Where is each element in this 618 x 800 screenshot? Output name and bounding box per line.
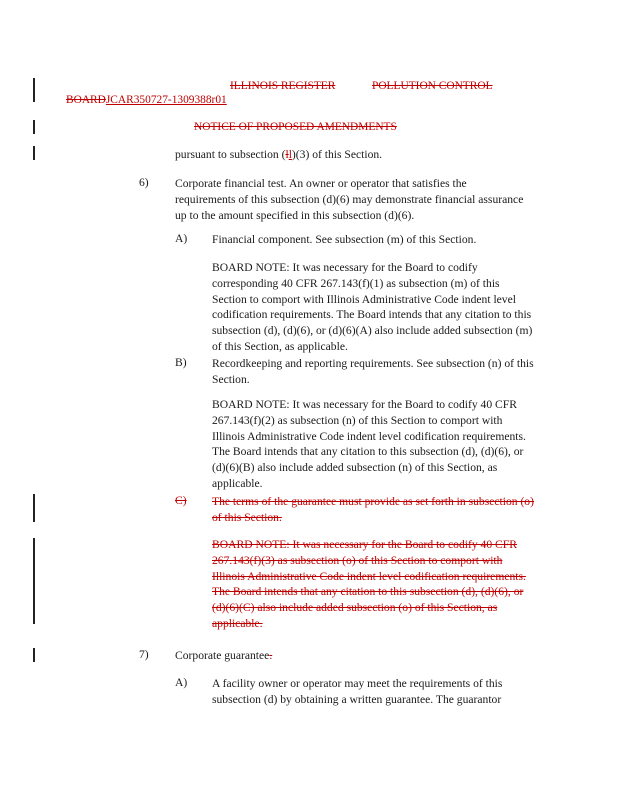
deleted-text: .: [269, 649, 273, 662]
item-text: Corporate financial test. An owner or operator that satisfies the requirements of this subsection (d)(6) may demonstrate financial assurance up to the amount specified in this subsection (d)(6).: [175, 177, 524, 222]
item-number: 6): [139, 176, 149, 189]
change-bar: [33, 146, 35, 160]
board-note-deleted: BOARD NOTE: It was necessary for the Board to codify 40 CFR 267.143(f)(3) as subsection (o) of this Section to comport with Illinois Administrative Code indent level codification requirements. The Board intends that any citation to this subsection (d), (d)(6), or (d)(6)(C) also include added subsection (o) of this Section, as applicable.: [212, 538, 526, 630]
agency-title: POLLUTION CONTROL: [372, 80, 493, 92]
subitem-label-deleted: C): [175, 494, 187, 507]
change-bar: [33, 120, 35, 134]
subitem-text: Recordkeeping and reporting requirements. See subsection (n) of this Section.: [212, 357, 534, 386]
change-bar: [33, 538, 35, 624]
subitem-text-deleted: The terms of the guarantee must provide as set forth in subsection (o) of this Section.: [212, 495, 534, 524]
subitem-text: Financial component. See subsection (m) of this Section.: [212, 233, 477, 246]
board-note: BOARD NOTE: It was necessary for the Board to codify 40 CFR 267.143(f)(2) as subsection (n) of this Section to comport with Illinois Administrative Code indent level codification requirements. The Board intends that any citation to this subsection (d), (d)(6), or (d)(6)(B) also include added subsection (n) of this Section, as applicable.: [212, 398, 526, 490]
change-bar: [33, 78, 35, 102]
subitem-label: A): [175, 676, 188, 689]
notice-title: NOTICE OF PROPOSED AMENDMENTS: [194, 121, 397, 133]
subitem-label: B): [175, 356, 187, 369]
document-id: JCAR350727-1309388r01: [105, 94, 227, 106]
register-title: ILLINOIS REGISTER: [230, 80, 336, 92]
deleted-text: l: [285, 148, 289, 161]
header-line-two: [66, 94, 227, 106]
agency-continuation: BOARD: [66, 94, 106, 106]
inserted-text: l: [288, 148, 292, 161]
change-bar: [33, 648, 35, 662]
subitem-text: A facility owner or operator may meet the requirements of this subsection (d) by obtaining a written guarantee. The guarantor: [212, 677, 503, 706]
item-number: 7): [139, 648, 149, 661]
item-text: Corporate guarantee.: [175, 649, 273, 662]
board-note: BOARD NOTE: It was necessary for the Board to codify corresponding 40 CFR 267.143(f)(1) as subsection (m) of this Section to comport with Illinois Administrative Code indent level codification requirements. The Board intends that any citation to this subsection (d), (d)(6), or (d)(6)(A) also include added subsection (m) of this Section, as applicable.: [212, 261, 533, 353]
intro-line: pursuant to subsection (ll)(3) of this Section.: [175, 148, 383, 161]
subitem-label: A): [175, 232, 188, 245]
change-bar: [33, 494, 35, 522]
